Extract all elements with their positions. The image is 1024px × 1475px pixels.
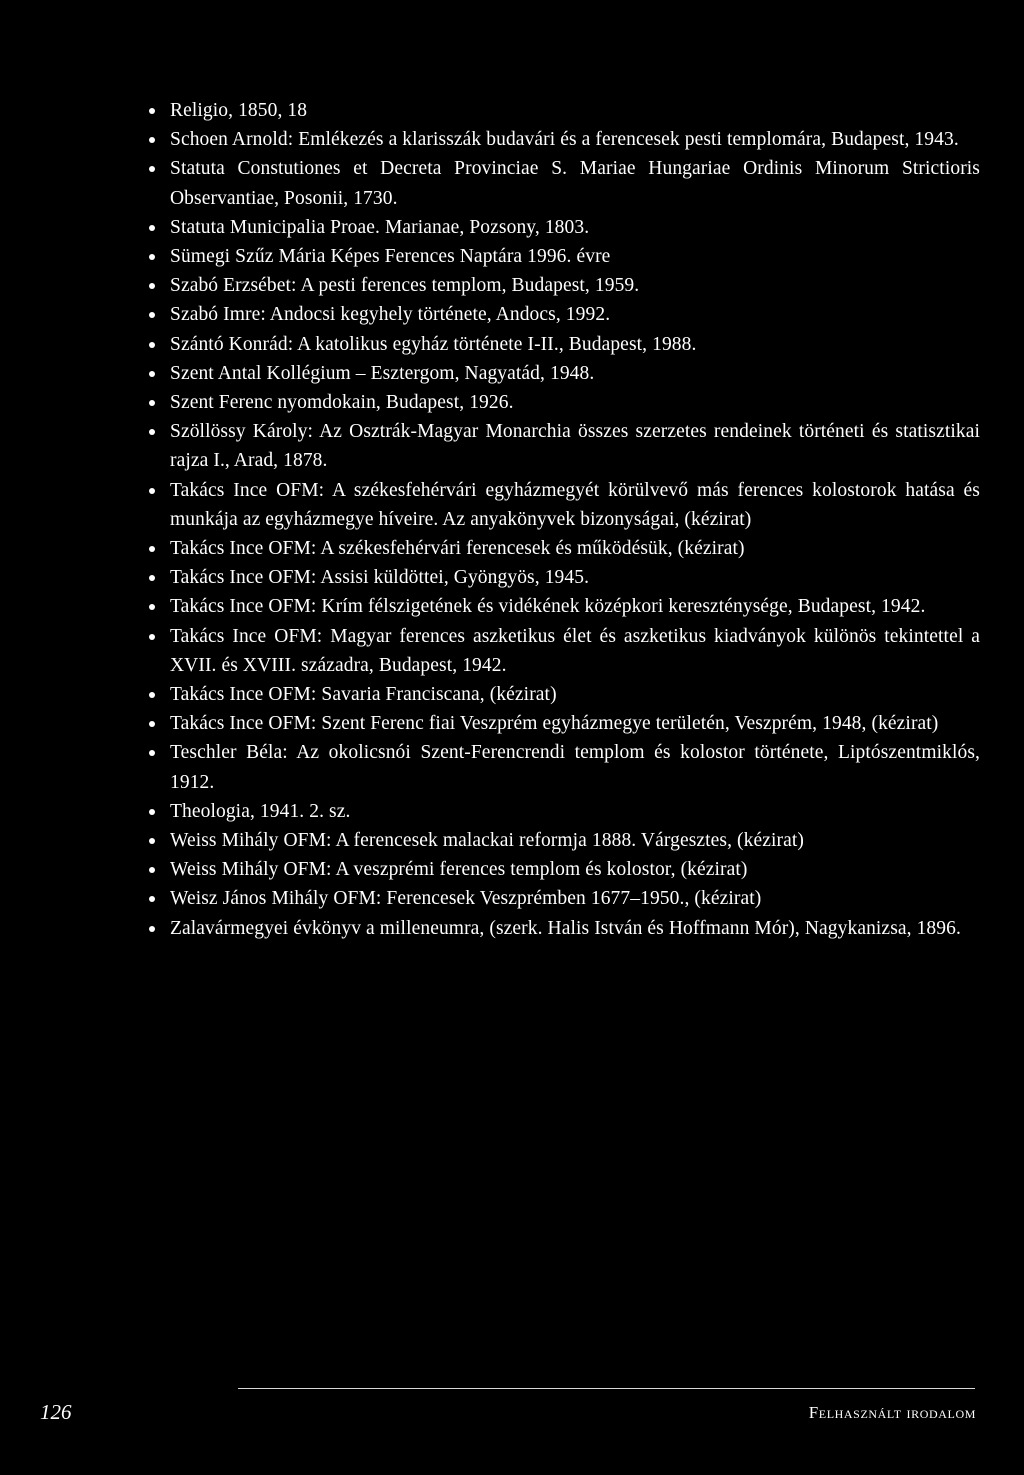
bibliography-list	[148, 96, 980, 943]
bibliography-entry: Takács Ince OFM: Savaria Franciscana, (kézirat)	[148, 680, 980, 709]
bibliography-entry: Szántó Konrád: A katolikus egyház története I-II., Budapest, 1988.	[148, 330, 980, 359]
bibliography-entry: Zalavármegyei évkönyv a milleneumra, (szerk. Halis István és Hoffmann Mór), Nagykanizsa, 1896.	[148, 914, 980, 943]
bibliography-entry: Theologia, 1941. 2. sz.	[148, 797, 980, 826]
bibliography-entry: Weisz János Mihály OFM: Ferencesek Veszprémben 1677–1950., (kézirat)	[148, 884, 980, 913]
bibliography-entry: Weiss Mihály OFM: A veszprémi ferences templom és kolostor, (kézirat)	[148, 855, 980, 884]
running-head: Felhasznált irodalom	[808, 1403, 976, 1422]
bibliography-entry: Szabó Erzsébet: A pesti ferences templom, Budapest, 1959.	[148, 271, 980, 300]
bibliography-entry: Szöllössy Károly: Az Osztrák-Magyar Monarchia összes szerzetes rendeinek történeti és statisztikai rajza I., Arad, 1878.	[148, 417, 980, 475]
bibliography-entry: Szent Ferenc nyomdokain, Budapest, 1926.	[148, 388, 980, 417]
bibliography-entry: Schoen Arnold: Emlékezés a klarisszák budavári és a ferencesek pesti templomára, Budapest, 1943.	[148, 125, 980, 154]
bibliography-entry: Takács Ince OFM: Magyar ferences aszketikus élet és aszketikus kiadványok különös tekintettel a XVII. és XVIII. századra, Budapest, 1942.	[148, 622, 980, 680]
bibliography-entry: Sümegi Szűz Mária Képes Ferences Naptára 1996. évre	[148, 242, 980, 271]
bibliography-entry: Religio, 1850, 18	[148, 96, 980, 125]
bibliography-entry: Takács Ince OFM: Szent Ferenc fiai Veszprém egyházmegye területén, Veszprém, 1948, (kézirat)	[148, 709, 980, 738]
bibliography-entry: Szabó Imre: Andocsi kegyhely története, Andocs, 1992.	[148, 300, 980, 329]
footer-rule	[238, 1388, 975, 1389]
bibliography-entry: Szent Antal Kollégium – Esztergom, Nagyatád, 1948.	[148, 359, 980, 388]
bibliography-entry: Statuta Constutiones et Decreta Provinciae S. Mariae Hungariae Ordinis Minorum Strictioris Observantiae, Posonii, 1730.	[148, 154, 980, 212]
bibliography-entry: Takács Ince OFM: Krím félszigetének és vidékének középkori kereszténysége, Budapest, 1942.	[148, 592, 980, 621]
bibliography-entry: Statuta Municipalia Proae. Marianae, Pozsony, 1803.	[148, 213, 980, 242]
bibliography-entry: Takács Ince OFM: A székesfehérvári egyházmegyét körülvevő más ferences kolostorok hatása és munkája az egyházmegye híveire. Az anyakönyvek bizonyságai, (kézirat)	[148, 476, 980, 534]
bibliography-entry: Weiss Mihály OFM: A ferencesek malackai reformja 1888. Várgesztes, (kézirat)	[148, 826, 980, 855]
page-number: 126	[40, 1400, 72, 1424]
bibliography-entry: Takács Ince OFM: Assisi küldöttei, Gyöngyös, 1945.	[148, 563, 980, 592]
bibliography-entry: Takács Ince OFM: A székesfehérvári ferencesek és működésük, (kézirat)	[148, 534, 980, 563]
bibliography-entry: Teschler Béla: Az okolicsnói Szent-Ferencrendi templom és kolostor története, Liptószentmiklós, 1912.	[148, 738, 980, 796]
